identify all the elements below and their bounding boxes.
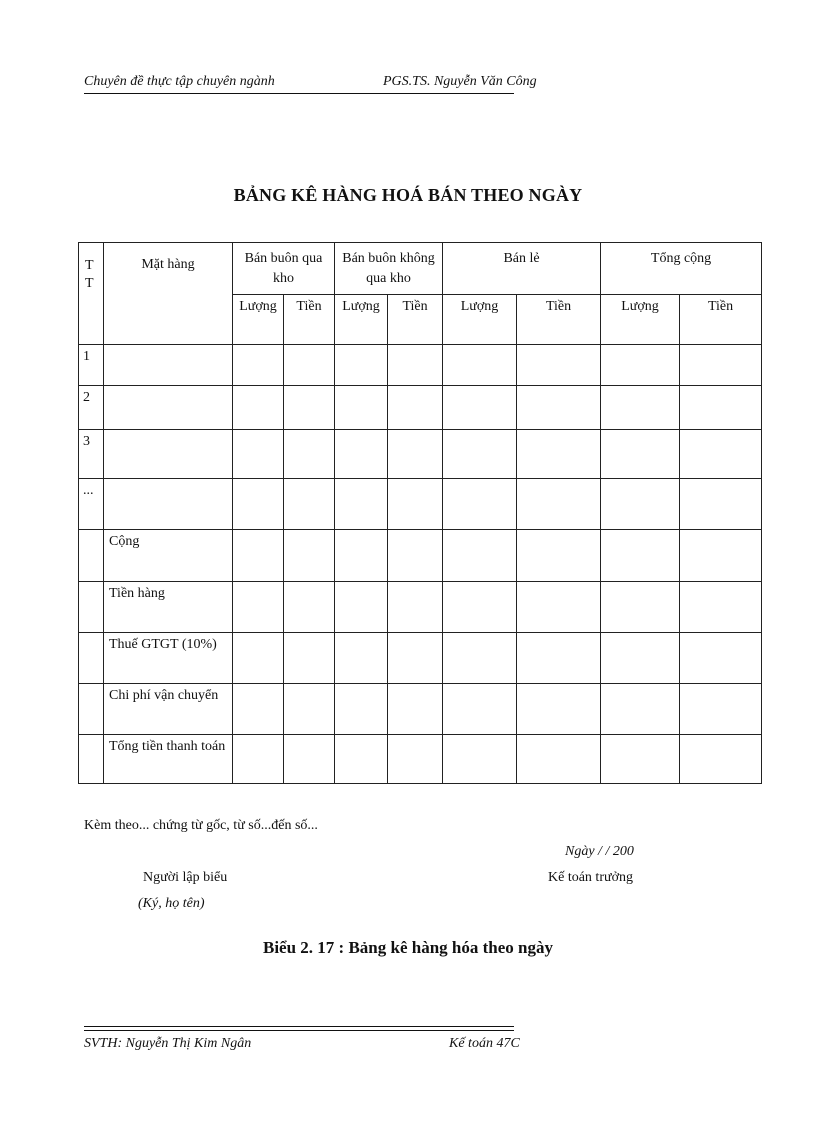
table-row [79,479,762,530]
sub-header-qty: Lượng [601,295,680,345]
table-row [79,735,762,784]
summary-label: Tổng tiền thanh toán [104,735,233,784]
table-row [79,386,762,430]
sub-header-amount: Tiền [517,295,601,345]
date-line: Ngày / / 200 [565,844,634,859]
header-right-text: PGS.TS. Nguyễn Văn Công [383,74,537,89]
attachment-note: Kèm theo... chứng từ gốc, từ số...đến số... [84,818,318,833]
footer-divider [84,1030,514,1031]
sub-header-qty: Lượng [443,295,517,345]
table-row [79,430,762,479]
summary-label: Chi phí vận chuyển [104,684,233,735]
summary-label: Cộng [104,530,233,582]
header-left-text: Chuyên đề thực tập chuyên ngành [84,74,275,89]
document-title: BẢNG KÊ HÀNG HOÁ BÁN THEO NGÀY [233,185,583,205]
sub-header-amount: Tiền [388,295,443,345]
row-number: 3 [79,430,104,479]
figure-caption: Biểu 2. 17 : Bảng kê hàng hóa theo ngày [263,938,553,957]
table-row [79,684,762,735]
header-divider [84,93,514,94]
group-header-total: Tổng cộng [601,243,762,295]
summary-label: Thuế GTGT (10%) [104,633,233,684]
row-number: 1 [79,345,104,386]
col-header-item: Mặt hàng [104,243,233,345]
sub-header-amount: Tiền [680,295,762,345]
table-row [79,582,762,633]
table-row [79,530,762,582]
group-header-wholesale-direct: Bán buôn không qua kho [335,243,443,295]
sub-header-qty: Lượng [335,295,388,345]
col-header-tt: T T [79,243,104,345]
sub-header-qty: Lượng [233,295,284,345]
preparer-title: Người lập biểu [143,870,228,885]
sales-table [78,242,762,784]
row-number: 2 [79,386,104,430]
chief-accountant-title: Kế toán trưởng [548,870,633,885]
preparer-signature-hint: (Ký, họ tên) [138,896,205,911]
row-number: ... [79,479,104,530]
footer-right-text: Kế toán 47C [449,1036,520,1051]
summary-label: Tiền hàng [104,582,233,633]
table-row [79,345,762,386]
group-header-wholesale-warehouse: Bán buôn qua kho [233,243,335,295]
footer-left-text: SVTH: Nguyễn Thị Kim Ngân [84,1036,252,1051]
footer-divider [84,1026,514,1027]
group-header-retail: Bán lẻ [443,243,601,295]
table-row [79,633,762,684]
sub-header-amount: Tiền [284,295,335,345]
